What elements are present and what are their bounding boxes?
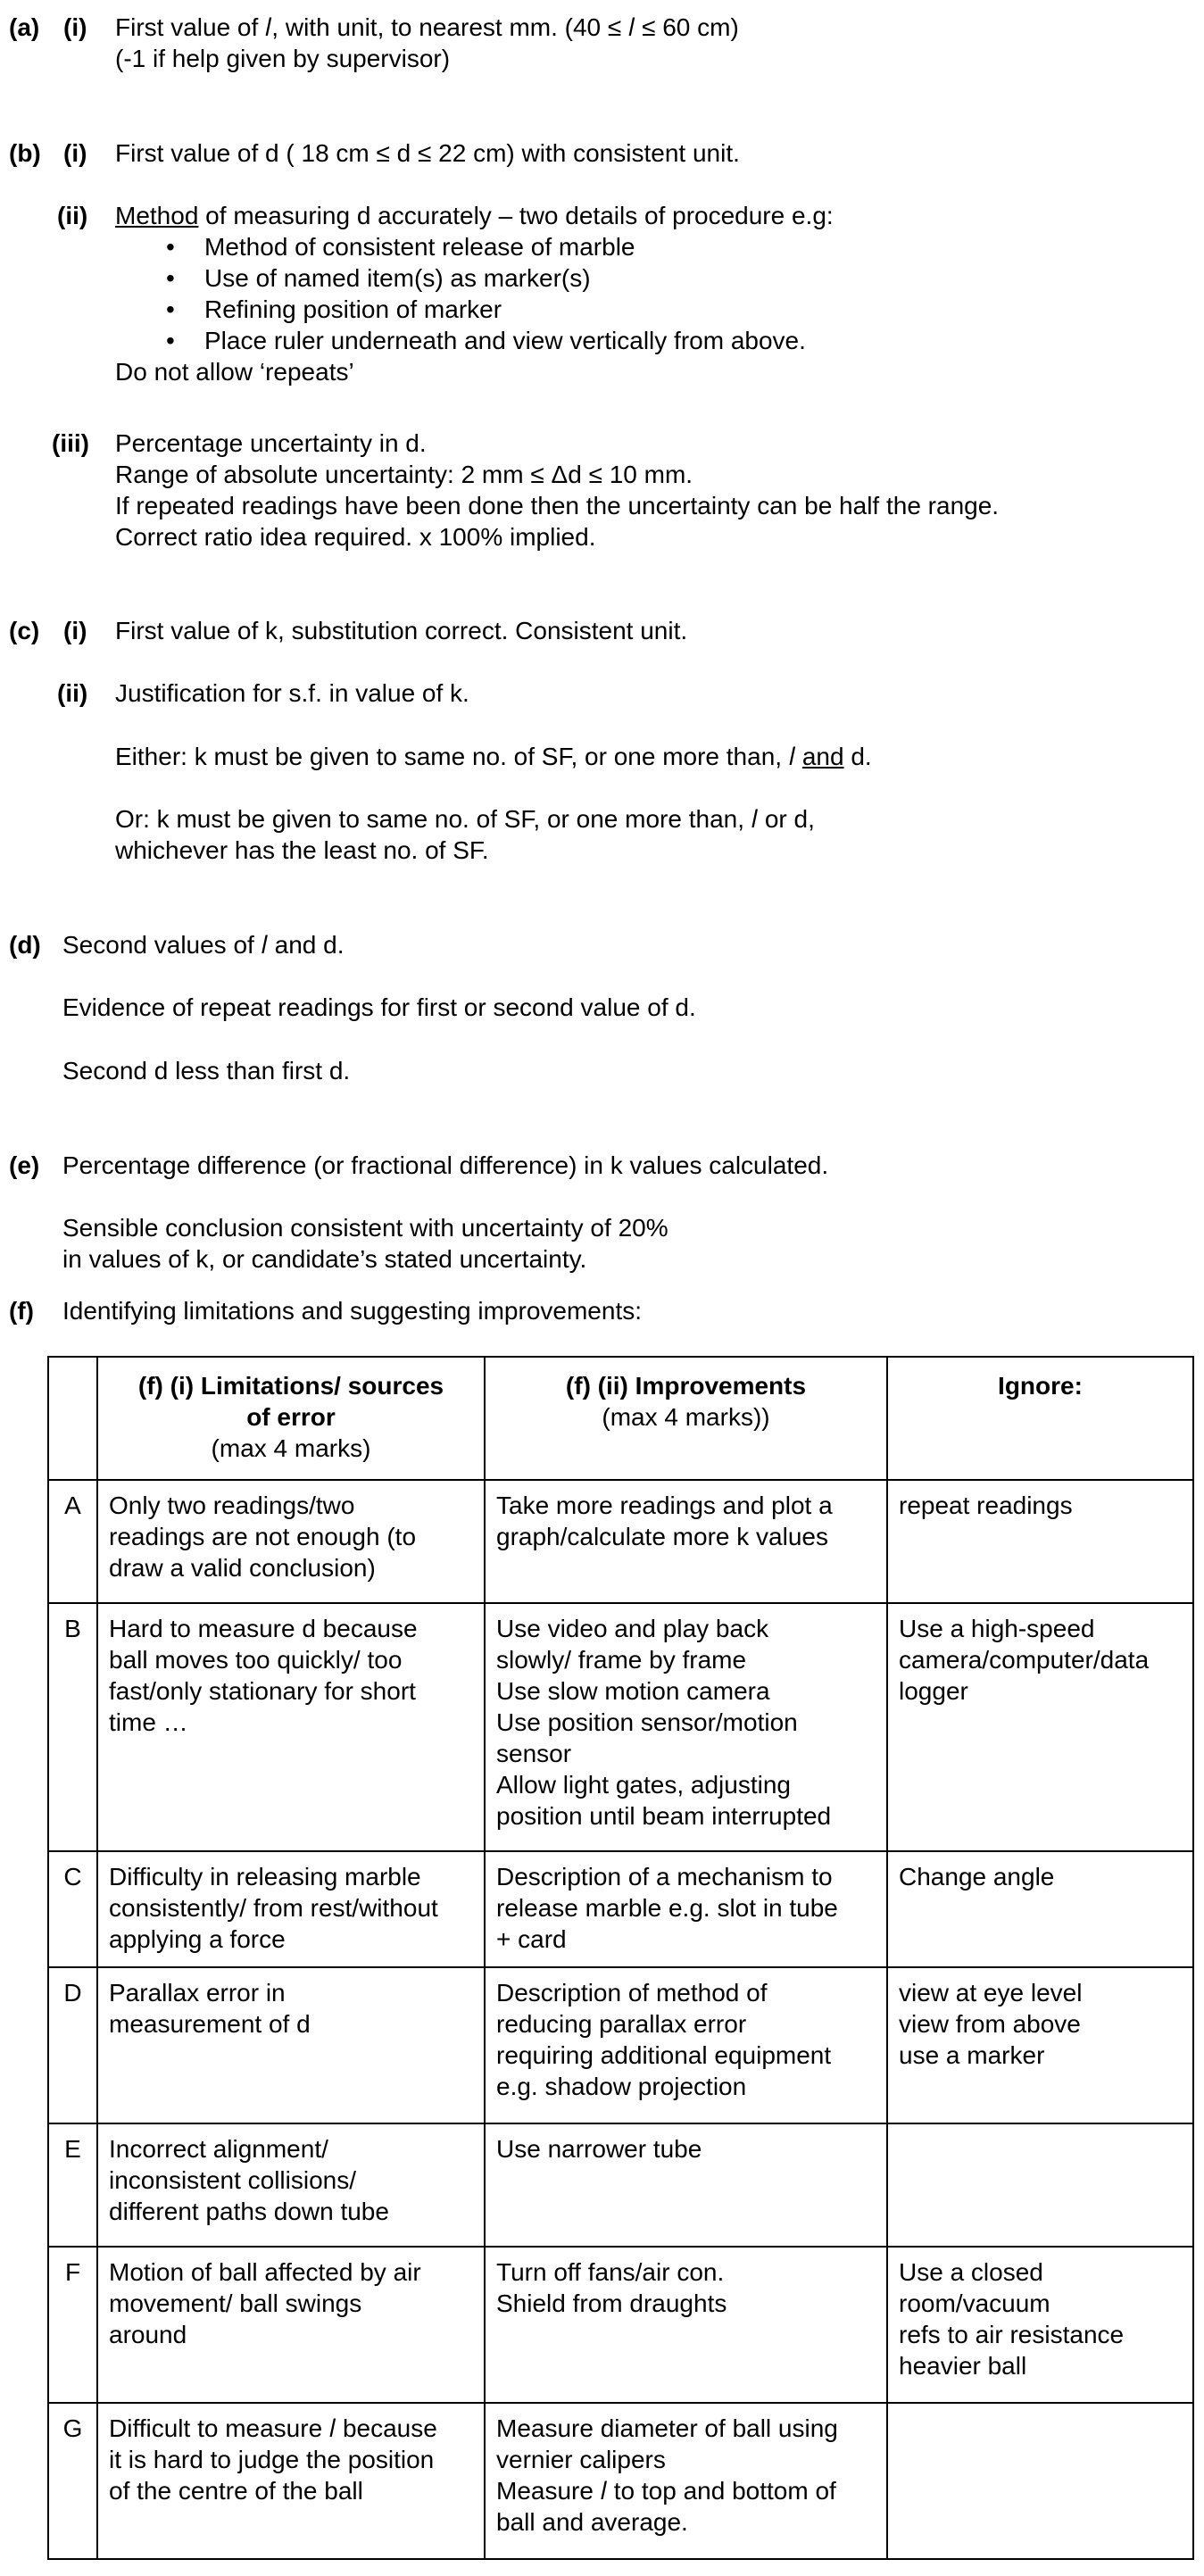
improvement-cell-line: Shield from draughts [496,2289,727,2317]
ignore-cell-line: Change angle [899,1863,1055,1890]
header-improvements-note: (max 4 marks)) [602,1403,770,1431]
header-cell-limitations [97,1357,485,1480]
improvement-cell-line: Use slow motion camera [496,1677,770,1705]
row-id-cell: C [48,1851,97,1967]
section-e-line-1: Percentage difference (or fractional difference) in k values calculated. [62,1151,829,1179]
table-row [48,2247,1193,2403]
either-text-post: d. [843,743,872,770]
bullet-glyph: • [166,327,175,354]
table-row [48,2123,1193,2247]
bullet-glyph: • [166,264,175,292]
limitation-cell [97,2247,485,2403]
row-id-cell: D [48,1967,97,2123]
improvement-cell [485,2403,887,2559]
bullet-item [115,325,806,356]
improvement-cell-line: release marble e.g. slot in tube [496,1894,838,1922]
limitation-cell-line: inconsistent collisions/ [109,2166,357,2194]
limitation-cell [97,2123,485,2247]
ignore-cell [887,1603,1193,1851]
ignore-cell-line: view from above [899,2010,1081,2038]
improvement-cell-line: Use video and play back [496,1615,769,1642]
ignore-cell-line: repeat readings [899,1492,1073,1519]
improvement-cell [485,2123,887,2247]
section-c-ii-label: (ii) [57,679,88,707]
section-c-label: (c) [9,617,40,644]
improvement-cell-line: Use narrower tube [496,2135,702,2163]
row-id-cell: A [48,1480,97,1603]
improvement-cell-line: + card [496,1925,567,1953]
improvement-cell-line: vernier calipers [496,2446,666,2473]
ignore-cell [887,1967,1193,2123]
improvement-cell-line: slowly/ frame by frame [496,1646,747,1674]
limitation-cell-line: consistently/ from rest/without [109,1894,438,1922]
improvement-cell-line: Measure diameter of ball using [496,2414,838,2442]
table-row [48,1851,1193,1967]
ignore-cell [887,1480,1193,1603]
table-row [48,1603,1193,1851]
table-body [48,1480,1193,2559]
table-row [48,1480,1193,1603]
ignore-cell [887,2123,1193,2247]
row-id-cell: B [48,1603,97,1851]
limitation-cell-line: readings are not enough (to [109,1523,417,1550]
method-heading-rest: of measuring d accurately – two details of procedure e.g: [198,202,834,229]
section-c-i-label: (i) [63,617,87,644]
section-b-iii-line-3: If repeated readings have been done then the uncertainty can be half the range. [115,492,1000,519]
limitation-cell-line: fast/only stationary for short [109,1677,416,1705]
improvement-cell-line: ball and average. [496,2508,688,2536]
section-b-iii-label: (iii) [52,429,89,457]
limitation-cell-line: applying a force [109,1925,286,1953]
header-improvements-title: (f) (ii) Improvements [565,1372,807,1400]
improvement-cell-line: Turn off fans/air con. [496,2258,725,2286]
header-cell-ignore [887,1357,1193,1480]
row-id-cell: G [48,2403,97,2559]
section-b-iii-line-2: Range of absolute uncertainty: 2 mm ≤ Δd ≤ 10 mm. [115,461,693,488]
section-e-line-3: in values of k, or candidate’s stated uncertainty. [62,1245,587,1273]
limitation-cell [97,1480,485,1603]
limitation-cell-line: movement/ ball swings [109,2289,362,2317]
section-b-label: (b) [9,139,41,167]
method-underlined: Method [115,202,199,229]
limitation-cell-line: draw a valid conclusion) [109,1554,376,1582]
header-limitations-line-1: (f) (i) Limitations/ sources [137,1372,444,1400]
section-f-intro: Identifying limitations and suggesting improvements: [62,1297,643,1325]
either-and-underlined: and [801,743,844,770]
limitation-cell [97,1603,485,1851]
improvement-cell [485,1603,887,1851]
improvement-cell [485,2247,887,2403]
section-b-ii-heading [115,200,834,231]
improvement-cell-line: e.g. shadow projection [496,2073,747,2100]
limitation-cell-line: ball moves too quickly/ too [109,1646,403,1674]
section-d-line-1: Second values of 𝑙 and d. [62,931,345,959]
table-header-row [48,1357,1193,1480]
row-id-cell: F [48,2247,97,2403]
limitation-cell-line: time … [109,1708,188,1736]
limitation-cell-line: Only two readings/two [109,1492,355,1519]
bullet-text: Use of named item(s) as marker(s) [204,264,591,292]
section-c-either-line [115,741,872,772]
bullet-item [115,262,806,294]
ignore-cell [887,2403,1193,2559]
limitation-cell-line: different paths down tube [109,2198,389,2225]
header-cell-id [48,1357,97,1480]
limitation-cell-line: Parallax error in [109,1979,286,2007]
limitation-cell-line: Hard to measure d because [109,1615,418,1642]
bullet-glyph: • [166,233,175,261]
either-text-pre: Either: k must be given to same no. of SF, or one more than, 𝑙 [115,743,802,770]
limitations-table [47,1356,1194,2560]
section-b-ii-note: Do not allow ‘repeats’ [115,358,354,386]
table-row [48,1967,1193,2123]
ignore-cell-line: use a marker [899,2041,1045,2069]
header-ignore-title: Ignore: [998,1372,1083,1400]
limitation-cell-line: it is hard to judge the position [109,2446,435,2473]
section-f-label: (f) [9,1297,34,1325]
table-row [48,2403,1193,2559]
limitation-cell-line: Motion of ball affected by air [109,2258,421,2286]
section-a-i-line-1: First value of 𝑙, with unit, to nearest mm. (40 ≤ 𝑙 ≤ 60 cm) [115,13,739,41]
section-c-or-line-1: Or: k must be given to same no. of SF, or one more than, 𝑙 or d, [115,805,815,833]
improvement-cell-line: Use position sensor/motion [496,1708,798,1736]
section-e-line-2: Sensible conclusion consistent with uncertainty of 20% [62,1214,668,1242]
ignore-cell-line: view at eye level [899,1979,1083,2007]
section-b-ii-bullet-list [115,231,806,356]
section-d-line-3: Second d less than first d. [62,1057,351,1084]
section-a-label: (a) [9,13,40,41]
section-d-label: (d) [9,931,41,959]
section-a-i-label: (i) [63,13,87,41]
improvement-cell-line: Allow light gates, adjusting [496,1771,791,1799]
section-b-iii-line-4: Correct ratio idea required. x 100% implied. [115,523,596,551]
limitation-cell [97,1851,485,1967]
limitation-cell [97,2403,485,2559]
ignore-cell [887,1851,1193,1967]
section-c-ii-line: Justification for s.f. in value of k. [115,679,469,707]
row-id-cell: E [48,2123,97,2247]
section-b-i-line: First value of d ( 18 cm ≤ d ≤ 22 cm) with consistent unit. [115,139,740,167]
section-c-i-line: First value of k, substitution correct. Consistent unit. [115,617,688,644]
ignore-cell-line: camera/computer/data [899,1646,1150,1674]
improvement-cell-line: requiring additional equipment [496,2041,832,2069]
improvement-cell [485,1967,887,2123]
header-limitations-note: (max 4 marks) [211,1434,371,1462]
bullet-glyph: • [166,295,175,323]
improvement-cell-line: Take more readings and plot a [496,1492,833,1519]
section-b-ii-label: (ii) [57,202,88,229]
bullet-text: Refining position of marker [204,295,502,323]
section-b-i-label: (i) [63,139,87,167]
limitation-cell [97,1967,485,2123]
limitation-cell-line: of the centre of the ball [109,2477,363,2505]
bullet-item [115,231,806,262]
limitation-cell-line: measurement of d [109,2010,311,2038]
bullet-item [115,294,806,325]
ignore-cell [887,2247,1193,2403]
improvement-cell-line: Description of a mechanism to [496,1863,833,1890]
section-a-i-line-2: (-1 if help given by supervisor) [115,45,451,72]
ignore-cell-line: room/vacuum [899,2289,1050,2317]
section-e-label: (e) [9,1151,40,1179]
limitation-cell-line: Incorrect alignment/ [109,2135,328,2163]
improvement-cell-line: Measure 𝑙 to top and bottom of [496,2477,836,2505]
ignore-cell-line: Use a closed [899,2258,1043,2286]
header-cell-improvements [485,1357,887,1480]
section-b-iii-line-1: Percentage uncertainty in d. [115,429,427,457]
ignore-cell-line: heavier ball [899,2352,1027,2380]
improvement-cell-line: graph/calculate more k values [496,1523,828,1550]
improvement-cell [485,1851,887,1967]
limitation-cell-line: around [109,2321,187,2348]
limitation-cell-line: Difficulty in releasing marble [109,1863,421,1890]
limitation-cell-line: Difficult to measure 𝑙 because [109,2414,437,2442]
improvement-cell-line: position until beam interrupted [496,1802,832,1830]
ignore-cell-line: logger [899,1677,968,1705]
ignore-cell-line: refs to air resistance [899,2321,1125,2348]
ignore-cell-line: Use a high-speed [899,1615,1095,1642]
improvement-cell-line: Description of method of [496,1979,768,2007]
bullet-text: Method of consistent release of marble [204,233,635,261]
section-c-or-line-2: whichever has the least no. of SF. [115,836,489,864]
section-d-line-2: Evidence of repeat readings for first or second value of d. [62,993,696,1021]
improvement-cell [485,1480,887,1603]
header-limitations-line-2: of error [246,1403,336,1431]
improvement-cell-line: sensor [496,1740,572,1767]
bullet-text: Place ruler underneath and view vertically from above. [204,327,806,354]
improvement-cell-line: reducing parallax error [496,2010,747,2038]
